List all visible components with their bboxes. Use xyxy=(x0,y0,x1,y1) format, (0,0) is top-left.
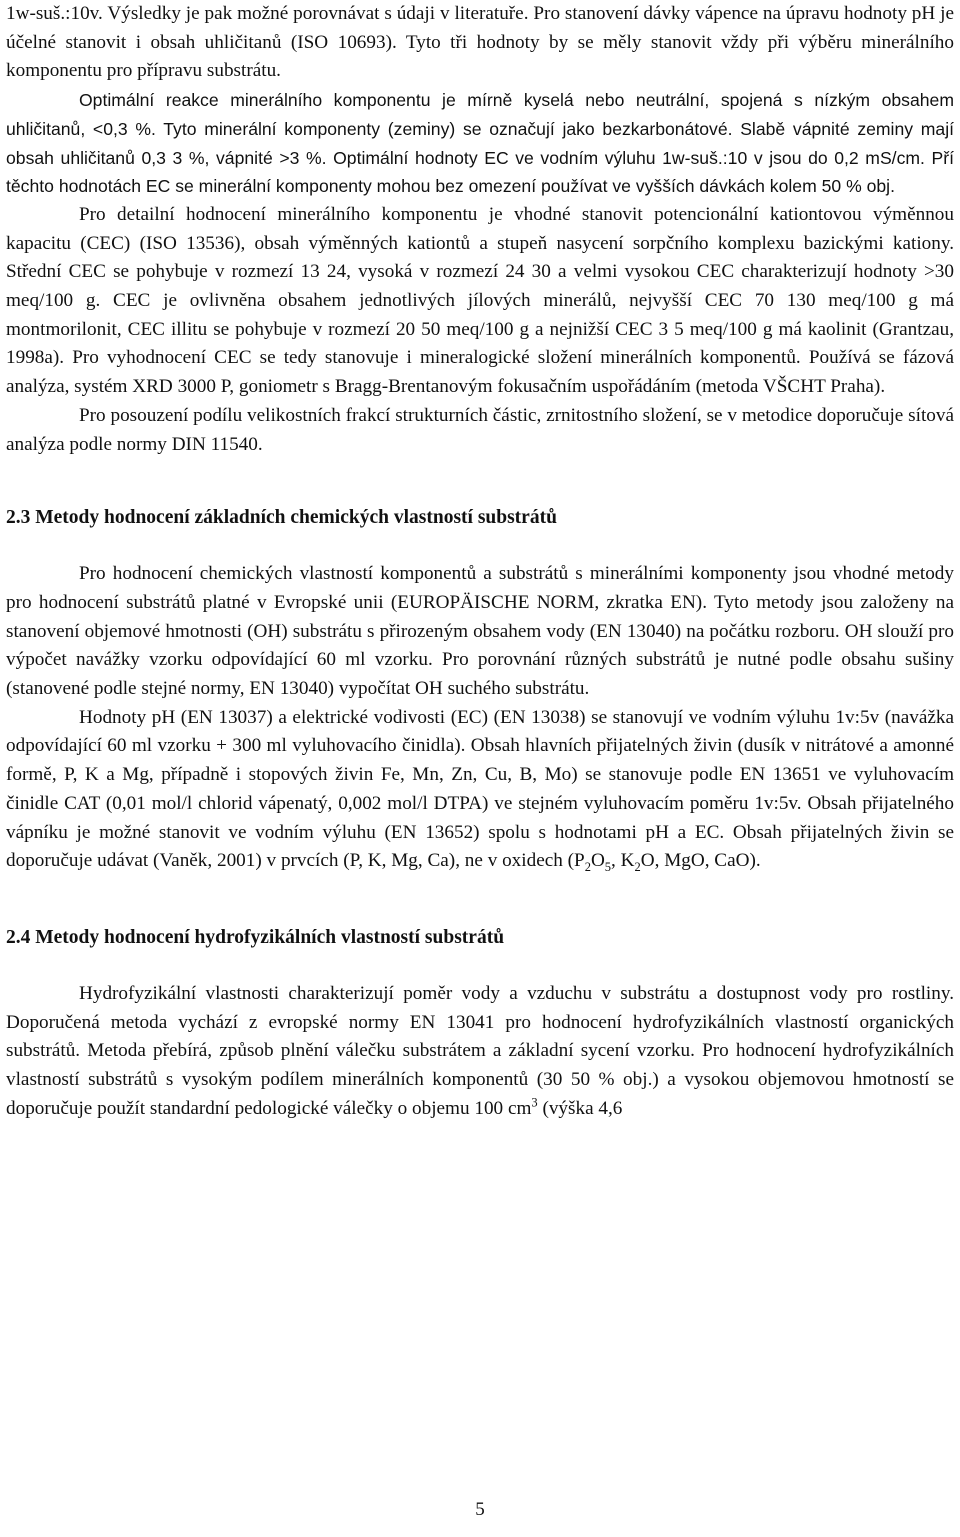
spacer xyxy=(6,532,954,560)
paragraph-hydrophysical-tail: (výška 4,6 xyxy=(537,1097,623,1119)
spacer xyxy=(6,952,954,980)
section-heading-2-4: 2.4 Metody hodnocení hydrofyzikálních vlastností substrátů xyxy=(6,926,505,948)
document-page xyxy=(6,0,954,1124)
paragraph-ph-ec xyxy=(6,704,954,876)
subscript: 2 xyxy=(584,860,591,875)
spacer xyxy=(6,876,954,924)
formula-text: O, MgO, CaO). xyxy=(640,850,761,872)
spacer xyxy=(6,459,954,504)
formula-text: O xyxy=(590,850,605,872)
paragraph-mineral-reaction xyxy=(6,86,954,201)
paragraph-mineral-reaction-tail: Pří těchto hodnotách EC se minerální komponenty mohou bez omezení používat ve vyšších dávkách kolem 50 % obj. xyxy=(6,147,954,197)
formula-text: , K xyxy=(611,850,635,872)
paragraph-ph-ec-text: Hodnoty pH (EN 13037) a elektrické vodivosti (EC) (EN 13038) se stanovují ve vodním výluhu 1v:5v (navážka odpovídající 60 ml vzorku + 300 ml vyluhovacího činidla). Obsah hlavních přijatelných živin (dusík v nitrátové a amonné formě, P, K a Mg, případně i stopových živin Fe, Mn, Zn, Cu, B, Mo) se stanovuje podle EN 13651 ve vyluhovacím činidle CAT (0,01 mol/l chlorid vápenatý, 0,002 mol/l DTPA) ve stejném vyluhovacím poměru 1v:5v. Obsah přijatelného vápníku je možné stanovit ve vodním výluhu (EN 13652) spolu s hodnotami pH a EC. Obsah přijatelných živin se doporučuje udávat (Vaněk, 2001) v prvcích (P, K, Mg, Ca), ne v oxidech (P xyxy=(6,706,954,872)
section-heading-2-3: 2.3 Metody hodnocení základních chemických vlastností substrátů xyxy=(6,507,557,529)
paragraph-cec: Pro detailní hodnocení minerálního komponentu je vhodné stanovit potencionální kationtovou výměnnou kapacitu (CEC) (ISO 13536), obsah výměnných kationtů a stupeň nasycení sorpčního komplexu bazickými kationy. Střední CEC se pohybuje v rozmezí 13 24, vysoká v rozmezí 24 30 a velmi vysokou CEC charakterizují hodnoty >30 meq/100 g. CEC je ovlivněna obsahem jednotlivých jílových minerálů, nejvyšší CEC 70 130 meq/100 g má montmorilonit, CEC illitu se pohybuje v rozmezí 20 50 meq/100 g a nejnižší CEC 3 5 meq/100 g má kaolinit (Grantzau, 1998a). Pro vyhodnocení CEC se tedy stanovuje i mineralogické složení minerálních komponentů. Používá se fázová analýza, systém XRD 3000 P, goniometr s Bragg-Brentanovým fokusačním uspořádáním (metoda VŠCHT Praha). xyxy=(6,203,954,398)
paragraph-continuation: 1w-suš.:10v. Výsledky je pak možné porovnávat s údaji v literatuře. Pro stanovení dávky vápence na úpravu hodnoty pH je účelné stanovit i obsah uhličitanů (ISO 10693). Tyto tři hodnoty by se měly stanovit vždy při výběru minerálního komponentu pro přípravu substrátu. xyxy=(6,3,954,82)
paragraph-mineral-reaction-text: Optimální reakce minerálního komponentu je mírně kyselá nebo neutrální, spojená s nízkým obsahem uhličitanů, <0,3 %. Tyto minerální komponenty (zeminy) se označují jako bezkarbonátové. Slabě vápnité zeminy mají obsah uhličitanů 0,3 3 %, vápnité >3 %. Optimální hodnoty EC ve vodním výluhu 1w-suš.:10 v jsou do 0,2 mS/cm. xyxy=(6,90,954,168)
subscript: 5 xyxy=(604,860,612,875)
paragraph-chemical-methods: Pro hodnocení chemických vlastností komponentů a substrátů s minerálními komponenty jsou vhodné metody pro hodnocení substrátů platné v Evropské unii (EUROPÄISCHE NORM, zkratka EN). Tyto metody jsou založeny na stanovení objemové hmotnosti (OH) substrátu s přirozeným obsahem vody (EN 13040) na počátku rozboru. OH slouží pro výpočet navážky vzorku odpovídající 60 ml vzorku. Pro porovnání různých substrátů je nutné podle obsahu sušiny (stanovené podle stejné normy, EN 13040) vypočítat OH suchého substrátu. xyxy=(6,563,954,700)
superscript: 3 xyxy=(531,1095,538,1110)
paragraph-hydrophysical xyxy=(6,980,954,1124)
subscript: 2 xyxy=(634,860,641,875)
page-number: 5 xyxy=(475,1499,485,1520)
paragraph-grain-size: Pro posouzení podílu velikostních frakcí strukturních částic, zrnitostního složení, se v metodice doporučuje sítová analýza podle normy DIN 11540. xyxy=(6,404,954,455)
paragraph-hydrophysical-text: Hydrofyzikální vlastnosti charakterizují poměr vody a vzduchu v substrátu a dostupnost vody pro rostliny. Doporučená metoda vychází z evropské normy EN 13041 pro hodnocení hydrofyzikálních vlastností organických substrátů. Metoda přebírá, způsob plnění válečku substrátem a základní sycení vzorku. Pro hodnocení hydrofyzikálních vlastností substrátů s vysokým podílem minerálních komponentů (30 50 % obj.) a vysokou objemovou hmotností se doporučuje použít standardní pedologické válečky o objemu 100 cm xyxy=(6,982,954,1119)
